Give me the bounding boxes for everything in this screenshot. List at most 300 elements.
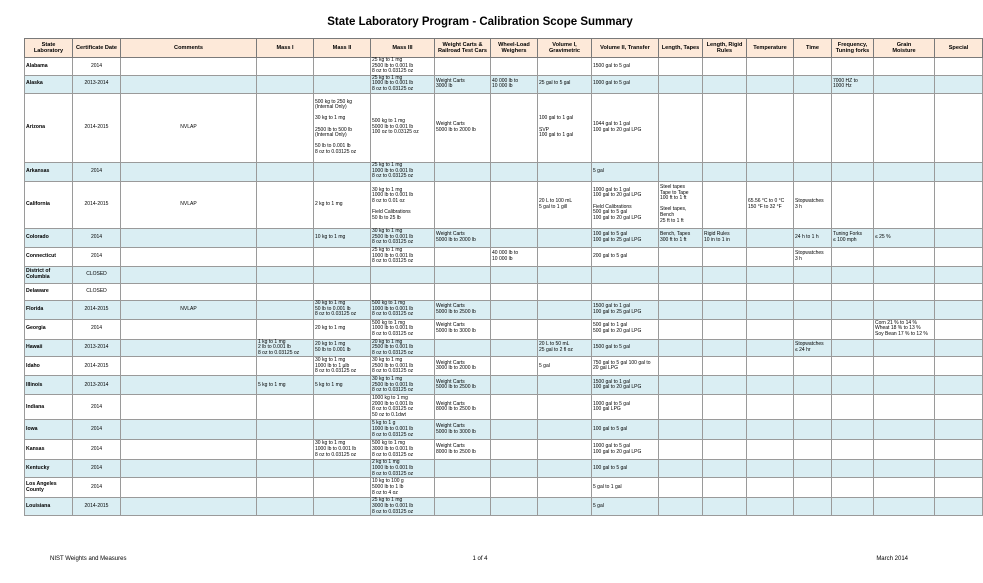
state-name-cell: Colorado xyxy=(25,228,73,247)
table-cell xyxy=(874,460,935,478)
table-cell xyxy=(794,162,832,181)
table-cell xyxy=(874,300,935,319)
table-cell: Weight Carts 5000 lb to 2000 lb xyxy=(435,228,491,247)
table-cell xyxy=(491,376,538,395)
table-cell xyxy=(538,300,592,319)
table-cell: 20 L to 100 mL 5 gal to 1 gill xyxy=(538,181,592,228)
table-cell: NVLAP xyxy=(121,181,257,228)
table-cell xyxy=(794,478,832,498)
table-cell xyxy=(659,376,703,395)
column-header: Weight Carts & Railroad Test Cars xyxy=(435,39,491,58)
table-cell xyxy=(121,58,257,76)
table-cell xyxy=(121,420,257,440)
table-cell: 25 kg to 1 mg 3000 lb to 0.001 lb 8 oz to 0.03125 oz xyxy=(371,498,435,516)
table-cell: 500 kg to 1 mg 1000 lb to 0.001 lb 8 oz to 0.03125 oz xyxy=(371,300,435,319)
table-cell xyxy=(832,395,874,420)
table-cell xyxy=(703,478,747,498)
table-cell xyxy=(659,266,703,283)
table-cell: 100 gal to 1 gal SVP 100 gal to 1 gal xyxy=(538,93,592,162)
table-row xyxy=(25,300,983,319)
table-cell: Weight Carts 5000 lb to 3000 lb xyxy=(435,319,491,339)
table-cell: 2013-2014 xyxy=(73,376,121,395)
table-cell xyxy=(794,376,832,395)
column-header: State Laboratory xyxy=(25,39,73,58)
table-cell: Rigid Rules 10 in to 1 in xyxy=(703,228,747,247)
table-cell: 2013-2014 xyxy=(73,339,121,357)
table-cell xyxy=(935,228,983,247)
table-cell xyxy=(314,162,371,181)
table-cell xyxy=(121,266,257,283)
table-cell xyxy=(314,75,371,93)
table-cell: 25 gal to 5 gal xyxy=(538,75,592,93)
table-cell xyxy=(747,58,794,76)
table-cell xyxy=(832,357,874,376)
table-cell xyxy=(659,162,703,181)
table-cell xyxy=(747,440,794,460)
table-cell xyxy=(935,498,983,516)
table-cell xyxy=(703,283,747,300)
table-cell xyxy=(257,300,314,319)
footer-date: March 2014 xyxy=(876,556,908,562)
table-row xyxy=(25,75,983,93)
table-cell: 500 kg to 250 kg (Internal Only) 30 kg to 1 mg 2500 lb to 500 lb (Internal Only) 50 lb to 0.001 lb 8 oz to 0.03125 oz xyxy=(314,93,371,162)
table-cell xyxy=(794,283,832,300)
column-header: Mass I xyxy=(257,39,314,58)
table-cell xyxy=(659,339,703,357)
table-cell xyxy=(491,58,538,76)
table-cell xyxy=(257,162,314,181)
table-cell xyxy=(257,498,314,516)
table-cell xyxy=(659,440,703,460)
table-cell xyxy=(538,228,592,247)
table-cell xyxy=(538,376,592,395)
table-cell xyxy=(257,247,314,266)
table-cell xyxy=(703,162,747,181)
table-cell xyxy=(538,266,592,283)
table-cell: 1500 gal to 1 gal 100 gal to 25 gal LPG xyxy=(592,300,659,319)
table-cell: 2014 xyxy=(73,162,121,181)
table-cell xyxy=(874,162,935,181)
table-cell xyxy=(257,478,314,498)
table-cell xyxy=(491,181,538,228)
table-cell xyxy=(832,319,874,339)
table-cell xyxy=(747,300,794,319)
table-cell xyxy=(659,460,703,478)
table-cell xyxy=(121,162,257,181)
calibration-scope-table xyxy=(24,38,983,516)
table-cell xyxy=(747,420,794,440)
table-cell xyxy=(435,339,491,357)
table-cell xyxy=(874,498,935,516)
table-cell xyxy=(659,498,703,516)
table-cell: 20 kg to 1 mg xyxy=(314,319,371,339)
table-cell: 5 kg to 1 mg xyxy=(257,376,314,395)
column-header: Volume I, Gravimetric xyxy=(538,39,592,58)
table-cell xyxy=(257,319,314,339)
table-cell: 1500 gal to 5 gal xyxy=(592,58,659,76)
table-cell: 100 gal to 5 gal xyxy=(592,420,659,440)
table-cell xyxy=(703,181,747,228)
table-cell: 2014 xyxy=(73,228,121,247)
column-header: Mass II xyxy=(314,39,371,58)
table-cell: 2014 xyxy=(73,420,121,440)
table-cell xyxy=(257,440,314,460)
table-cell: 65.56 °C to 0 °C 150 °F to 32 °F xyxy=(747,181,794,228)
table-cell xyxy=(121,319,257,339)
table-row xyxy=(25,357,983,376)
table-cell xyxy=(314,247,371,266)
table-cell xyxy=(121,228,257,247)
table-cell: 5 gal xyxy=(592,498,659,516)
table-cell xyxy=(703,339,747,357)
table-cell xyxy=(794,498,832,516)
table-cell: Stopwatches ≤ 24 hr xyxy=(794,339,832,357)
table-cell xyxy=(832,266,874,283)
table-cell xyxy=(703,247,747,266)
table-cell: 2014 xyxy=(73,319,121,339)
table-cell xyxy=(874,266,935,283)
column-header: Certificate Date xyxy=(73,39,121,58)
table-cell: 25 kg to 1 mg 1000 lb to 0.001 lb 8 oz to 0.03125 oz xyxy=(371,247,435,266)
table-cell xyxy=(491,478,538,498)
table-cell xyxy=(935,376,983,395)
table-cell xyxy=(538,420,592,440)
table-cell xyxy=(874,283,935,300)
state-name-cell: California xyxy=(25,181,73,228)
table-cell: 500 gal to 1 gal 500 gal to 20 gal LPG xyxy=(592,319,659,339)
table-cell: NVLAP xyxy=(121,93,257,162)
table-cell xyxy=(491,283,538,300)
state-name-cell: Connecticut xyxy=(25,247,73,266)
table-cell: 2 kg to 1 mg 1000 lb to 0.001 lb 8 oz to 0.03125 oz xyxy=(371,460,435,478)
table-cell: 2014 xyxy=(73,460,121,478)
table-cell xyxy=(257,460,314,478)
table-cell xyxy=(314,420,371,440)
table-cell xyxy=(435,498,491,516)
table-cell: 20 kg to 1 mg 2500 lb to 0.001 lb 8 oz to 0.03125 oz xyxy=(371,339,435,357)
table-row xyxy=(25,181,983,228)
table-row xyxy=(25,266,983,283)
table-cell: 100 gal to 5 gal xyxy=(592,460,659,478)
table-cell: 200 gal to 5 gal xyxy=(592,247,659,266)
table-cell xyxy=(832,440,874,460)
table-cell: 2014-2015 xyxy=(73,498,121,516)
table-cell: 25 kg to 1 mg 1000 lb to 0.001 lb 8 oz to 0.03125 oz xyxy=(371,75,435,93)
table-cell xyxy=(538,478,592,498)
table-cell xyxy=(659,93,703,162)
column-header: Volume II, Transfer xyxy=(592,39,659,58)
table-cell xyxy=(874,75,935,93)
state-name-cell: Alabama xyxy=(25,58,73,76)
table-cell xyxy=(659,247,703,266)
table-cell xyxy=(703,319,747,339)
table-cell xyxy=(703,93,747,162)
table-cell: Weight Carts 8000 lb to 2500 lb xyxy=(435,395,491,420)
table-cell: 2014-2015 xyxy=(73,181,121,228)
table-cell: 2014-2015 xyxy=(73,300,121,319)
table-cell: 1500 gal to 1 gal 100 gal to 20 gal LPG xyxy=(592,376,659,395)
table-cell xyxy=(703,300,747,319)
table-cell xyxy=(874,478,935,498)
table-cell: 10 kg to 100 g 5000 lb to 1 lb 8 oz to 4 oz xyxy=(371,478,435,498)
table-cell xyxy=(121,395,257,420)
table-cell xyxy=(659,75,703,93)
table-cell xyxy=(257,75,314,93)
table-cell: 5 gal xyxy=(538,357,592,376)
table-cell xyxy=(935,300,983,319)
table-cell xyxy=(703,395,747,420)
table-cell xyxy=(491,319,538,339)
table-cell: 500 kg to 1 mg 5000 lb to 0.001 lb 100 oz to 0.03125 oz xyxy=(371,93,435,162)
column-header: Grain Moisture xyxy=(874,39,935,58)
table-cell xyxy=(659,283,703,300)
state-name-cell: Alaska xyxy=(25,75,73,93)
table-cell: Weight Carts 5000 lb to 2500 lb xyxy=(435,376,491,395)
table-cell: Weight Carts 5000 lb to 2500 lb xyxy=(435,300,491,319)
table-cell xyxy=(935,93,983,162)
table-cell xyxy=(874,93,935,162)
table-cell xyxy=(703,460,747,478)
table-cell xyxy=(747,478,794,498)
table-cell xyxy=(747,162,794,181)
column-header: Length, Rigid Rules xyxy=(703,39,747,58)
table-cell xyxy=(371,283,435,300)
table-row xyxy=(25,58,983,76)
table-cell: 1000 gal to 1 gal 100 gal to 20 gal LPG Field Calibrations 500 gal to 5 gal 100 gal to 20 gal LPG xyxy=(592,181,659,228)
table-cell xyxy=(435,478,491,498)
table-cell: 40 000 lb to 10 000 lb xyxy=(491,247,538,266)
table-cell: 2014-2015 xyxy=(73,357,121,376)
table-cell: CLOSED xyxy=(73,266,121,283)
table-cell xyxy=(874,339,935,357)
table-cell xyxy=(491,228,538,247)
table-cell: 750 gal to 5 gal 100 gal to 20 gal LPG xyxy=(592,357,659,376)
table-cell xyxy=(747,283,794,300)
table-row xyxy=(25,247,983,266)
table-row xyxy=(25,376,983,395)
table-cell xyxy=(659,319,703,339)
table-row xyxy=(25,498,983,516)
table-cell xyxy=(794,357,832,376)
table-cell xyxy=(659,478,703,498)
column-header: Length, Tapes xyxy=(659,39,703,58)
column-header: Temperature xyxy=(747,39,794,58)
table-cell xyxy=(257,357,314,376)
table-cell xyxy=(794,440,832,460)
table-cell xyxy=(832,283,874,300)
table-cell xyxy=(935,319,983,339)
table-cell: Weight Carts 5000 lb to 2000 lb xyxy=(435,93,491,162)
table-cell xyxy=(435,162,491,181)
table-cell xyxy=(747,228,794,247)
table-cell xyxy=(592,283,659,300)
table-cell xyxy=(659,300,703,319)
table-cell xyxy=(874,247,935,266)
page-title: State Laboratory Program - Calibration Scope Summary xyxy=(327,16,633,28)
table-cell xyxy=(794,460,832,478)
table-cell: 30 kg to 1 mg 1000 lb to 0.001 lb 8 oz to 0.01 oz Field Calibrations 50 lb to 25 lb xyxy=(371,181,435,228)
table-cell xyxy=(121,247,257,266)
state-name-cell: Illinois xyxy=(25,376,73,395)
table-row xyxy=(25,283,983,300)
table-cell: 1044 gal to 1 gal 100 gal to 20 gal LPG xyxy=(592,93,659,162)
table-cell: 30 kg to 1 mg 2500 lb to 0.001 lb 8 oz to 0.03125 oz xyxy=(371,228,435,247)
table-cell xyxy=(435,266,491,283)
table-cell xyxy=(121,376,257,395)
table-cell: Weight Carts 8000 lb to 2500 lb xyxy=(435,440,491,460)
table-cell xyxy=(794,395,832,420)
table-cell xyxy=(832,420,874,440)
table-cell: Corn 21 % to 14 % Wheat 18 % to 13 % Soy Bean 17 % to 12 % xyxy=(874,319,935,339)
table-cell xyxy=(491,357,538,376)
table-cell xyxy=(659,357,703,376)
table-cell xyxy=(592,266,659,283)
table-cell: 2013-2014 xyxy=(73,75,121,93)
table-cell: Steel tapes Tape to Tape 100 ft to 1 ft Steel tapes, Bench 25 ft to 1 ft xyxy=(659,181,703,228)
table-cell xyxy=(257,283,314,300)
table-cell xyxy=(121,283,257,300)
table-row xyxy=(25,478,983,498)
table-cell: 30 kg to 1 mg 50 lb to 0.001 lb 8 oz to 0.03125 oz xyxy=(314,300,371,319)
state-name-cell: Hawaii xyxy=(25,339,73,357)
table-cell: 500 kg to 1 mg 3000 lb to 0.001 lb 8 oz to 0.03125 oz xyxy=(371,440,435,460)
table-cell xyxy=(832,93,874,162)
table-cell xyxy=(703,440,747,460)
state-name-cell: Kansas xyxy=(25,440,73,460)
table-cell xyxy=(435,283,491,300)
column-header: Special xyxy=(935,39,983,58)
table-cell xyxy=(832,181,874,228)
table-cell xyxy=(371,266,435,283)
table-cell xyxy=(935,283,983,300)
table-row xyxy=(25,420,983,440)
table-cell: 1000 gal to 5 gal 100 gal to 20 gal LPG xyxy=(592,440,659,460)
table-cell: 2014 xyxy=(73,247,121,266)
table-cell: Weight Carts 5000 lb to 3000 lb xyxy=(435,420,491,440)
table-cell xyxy=(121,460,257,478)
table-cell xyxy=(703,75,747,93)
table-cell: 20 L to 50 mL 25 gal to 2 fl oz xyxy=(538,339,592,357)
table-row xyxy=(25,162,983,181)
table-cell xyxy=(491,93,538,162)
table-cell xyxy=(935,357,983,376)
table-cell xyxy=(121,75,257,93)
table-cell xyxy=(935,440,983,460)
table-cell xyxy=(538,283,592,300)
table-cell xyxy=(314,498,371,516)
table-cell xyxy=(794,319,832,339)
table-cell xyxy=(935,75,983,93)
table-header-row xyxy=(25,39,983,58)
table-cell xyxy=(747,395,794,420)
table-cell xyxy=(935,58,983,76)
table-cell xyxy=(747,93,794,162)
table-cell: NVLAP xyxy=(121,300,257,319)
table-cell: 5 kg to 1 mg xyxy=(314,376,371,395)
table-cell xyxy=(121,339,257,357)
state-name-cell: Arizona xyxy=(25,93,73,162)
table-cell xyxy=(747,339,794,357)
table-cell xyxy=(659,395,703,420)
table-row xyxy=(25,228,983,247)
table-cell: 5 gal to 1 gal xyxy=(592,478,659,498)
table-cell xyxy=(794,300,832,319)
table-cell xyxy=(435,181,491,228)
table-cell xyxy=(538,319,592,339)
table-cell xyxy=(747,266,794,283)
table-cell xyxy=(832,162,874,181)
column-header: Mass III xyxy=(371,39,435,58)
table-cell xyxy=(538,247,592,266)
state-name-cell: Louisiana xyxy=(25,498,73,516)
column-header: Wheel-Load Weighers xyxy=(491,39,538,58)
table-cell xyxy=(435,58,491,76)
table-cell xyxy=(491,395,538,420)
table-cell xyxy=(121,498,257,516)
table-cell xyxy=(935,247,983,266)
table-cell xyxy=(314,283,371,300)
table-cell xyxy=(747,376,794,395)
column-header: Time xyxy=(794,39,832,58)
table-cell: CLOSED xyxy=(73,283,121,300)
table-row xyxy=(25,440,983,460)
table-cell: 2014 xyxy=(73,395,121,420)
table-cell xyxy=(538,460,592,478)
table-cell: Weight Carts 3000 lb to 2000 lb xyxy=(435,357,491,376)
state-name-cell: Georgia xyxy=(25,319,73,339)
table-cell: 2014 xyxy=(73,478,121,498)
table-cell xyxy=(121,440,257,460)
state-name-cell: District of Columbia xyxy=(25,266,73,283)
state-name-cell: Idaho xyxy=(25,357,73,376)
table-cell: 30 kg to 1 mg 1000 lb to 1 µlb 8 oz to 0.03125 oz xyxy=(314,357,371,376)
column-header: Comments xyxy=(121,39,257,58)
table-cell xyxy=(703,498,747,516)
table-cell: Stopwatches 3 h xyxy=(794,181,832,228)
table-cell: 30 kg to 1 mg 1000 lb to 0.001 lb 8 oz to 0.03125 oz xyxy=(314,440,371,460)
table-row xyxy=(25,319,983,339)
table-cell xyxy=(874,357,935,376)
table-cell xyxy=(703,420,747,440)
table-cell xyxy=(659,420,703,440)
table-cell xyxy=(874,420,935,440)
table-cell xyxy=(491,460,538,478)
table-cell: 2014 xyxy=(73,58,121,76)
table-cell: 2014 xyxy=(73,440,121,460)
column-header: Frequency, Tuning forks xyxy=(832,39,874,58)
table-cell xyxy=(794,58,832,76)
table-cell xyxy=(935,339,983,357)
table-cell: 5 kg to 1 g 1000 lb to 0.001 lb 8 oz to 0.03125 oz xyxy=(371,420,435,440)
table-cell: Tuning Forks ≤ 100 mph xyxy=(832,228,874,247)
state-name-cell: Indiana xyxy=(25,395,73,420)
table-cell xyxy=(874,58,935,76)
table-cell xyxy=(935,395,983,420)
table-cell xyxy=(538,162,592,181)
table-cell xyxy=(257,181,314,228)
footer-page-number: 1 of 4 xyxy=(472,556,488,562)
table-cell xyxy=(491,266,538,283)
table-cell xyxy=(703,357,747,376)
table-cell: 500 kg to 1 mg 1000 lb to 0.001 lb 8 oz to 0.03125 oz xyxy=(371,319,435,339)
table-cell xyxy=(491,339,538,357)
table-cell: 2 kg to 1 mg xyxy=(314,181,371,228)
table-cell: 7000 HZ to 1000 Hz xyxy=(832,75,874,93)
table-cell: 10 kg to 1 mg xyxy=(314,228,371,247)
table-cell xyxy=(794,75,832,93)
table-cell xyxy=(832,247,874,266)
table-cell: 1 kg to 1 mg 2 lb to 0.001 lb 8 oz to 0.03125 oz xyxy=(257,339,314,357)
